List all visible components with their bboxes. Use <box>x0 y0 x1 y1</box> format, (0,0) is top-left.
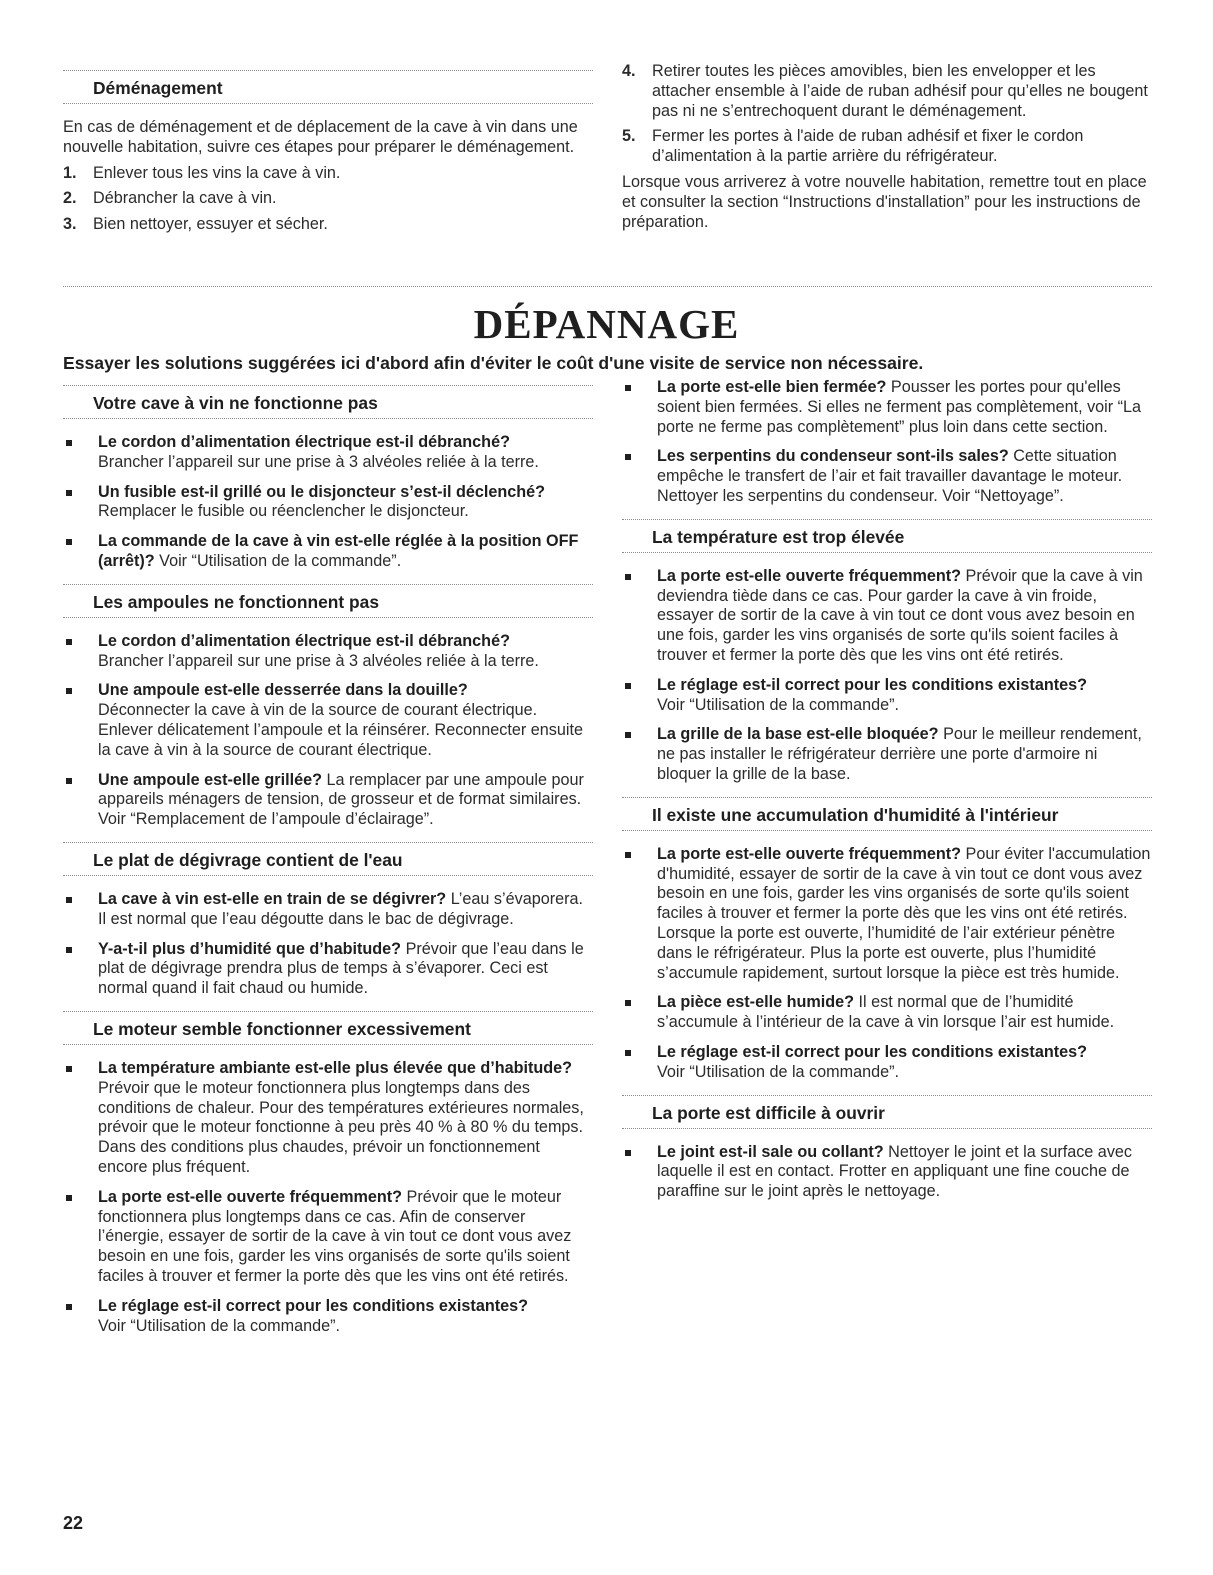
moving-step <box>622 127 1152 167</box>
problem-item <box>622 993 1152 1033</box>
problem-answer: Pour le meilleur rendement, ne pas installer le réfrigérateur derrière une porte d'armoire ni bloquer la grille de la base. <box>657 725 1142 783</box>
problem-item <box>622 567 1152 666</box>
problem-item <box>63 771 593 830</box>
problem-item <box>63 483 593 523</box>
problem-answer: Brancher l’appareil sur une prise à 3 alvéoles reliée à la terre. <box>98 452 539 471</box>
section-door <box>622 1095 1152 1202</box>
problem-answer: Brancher l’appareil sur une prise à 3 alvéoles reliée à la terre. <box>98 651 539 670</box>
section-title: La porte est difficile à ouvrir <box>622 1095 1152 1129</box>
problem-question: La pièce est-elle humide? <box>657 993 855 1012</box>
problem-item <box>622 378 1152 437</box>
section-title: Le moteur semble fonctionner excessivement <box>63 1011 593 1045</box>
problem-item <box>63 1059 593 1178</box>
problem-question: La commande de la cave à vin est-elle réglée à la position OFF (arrêt)? <box>98 532 579 570</box>
section-motor <box>63 1011 593 1336</box>
step-number: 3. <box>63 215 77 234</box>
problem-answer: Voir “Utilisation de la commande”. <box>159 551 402 570</box>
problem-question: Le réglage est-il correct pour les conditions existantes? <box>98 1296 528 1315</box>
problem-question: Un fusible est-il grillé ou le disjoncteur s’est-il déclenché? <box>98 482 546 501</box>
problem-item <box>63 940 593 999</box>
problem-question: Le joint est-il sale ou collant? <box>657 1142 884 1161</box>
problem-list <box>622 378 1152 507</box>
step-number: 1. <box>63 163 77 182</box>
problem-item <box>63 632 593 672</box>
problem-item <box>622 1143 1152 1202</box>
step-text: Bien nettoyer, essuyer et sécher. <box>93 215 328 234</box>
section-bulbs <box>63 584 593 830</box>
section-temperature <box>622 519 1152 785</box>
problem-item <box>63 1188 593 1287</box>
problem-question: La porte est-elle ouverte fréquemment? <box>657 566 962 585</box>
problem-answer: Prévoir que la cave à vin deviendra tiède dans ce cas. Pour garder la cave à vin froide, essayer de sortir de la cave à vin tout ce dont vous avez besoin en une fois, garder les vins organisés de sorte qu'ils soient faciles à trouver et fermer la porte dès que les vins ont été retirés. <box>657 566 1143 664</box>
section-title: La température est trop élevée <box>622 519 1152 553</box>
moving-step <box>63 164 593 184</box>
problem-answer: Voir “Utilisation de la commande”. <box>657 1062 900 1081</box>
problem-item <box>63 890 593 930</box>
problem-item <box>622 845 1152 984</box>
problem-item <box>622 1043 1152 1083</box>
problem-answer: Pour éviter l'accumulation d'humidité, essayer de sortir de la cave à vin tout ce dont vous avez besoin en une fois, garder les vins organisés de sorte qu'ils soient faciles à trouver et fermer la porte dès que les vins ont été retirés. Lorsque la porte est ouverte, l’humidité de l’air extérieur pénètre dans le réfrigérateur. Plus la porte est ouverte, plus l’humidité s’accumule rapidement, surtout lorsque la pièce est très humide. <box>657 844 1151 982</box>
problem-answer: Nettoyer le joint et la surface avec laquelle il est en contact. Frotter en appliquant une fine couche de paraffine sur le joint après le nettoyage. <box>657 1142 1133 1201</box>
moving-step <box>63 215 593 235</box>
moving-outro: Lorsque vous arriverez à votre nouvelle habitation, remettre tout en place et consulter la section “Instructions d'installation” pour les instructions de préparation. <box>622 172 1147 231</box>
problem-item <box>63 681 593 760</box>
page-number: 22 <box>63 1513 84 1533</box>
problem-question: Les serpentins du condenseur sont-ils sales? <box>657 447 1009 466</box>
section-defrost <box>63 842 593 999</box>
step-number: 5. <box>622 127 636 146</box>
problem-answer: Voir “Utilisation de la commande”. <box>98 1316 341 1335</box>
problem-answer: Pousser les portes pour qu'elles soient bien fermées. Si elles ne ferment pas complètement, voir “La porte ne ferme pas complètement” plus loin dans cette section. <box>657 378 1142 436</box>
section-title: Les ampoules ne fonctionnent pas <box>63 584 593 618</box>
moving-section-right <box>622 62 1152 238</box>
problem-item <box>622 676 1152 716</box>
problem-list <box>622 1143 1152 1202</box>
problem-question: Une ampoule est-elle desserrée dans la douille? <box>98 681 468 700</box>
problem-list <box>63 890 593 999</box>
problem-answer: Voir “Utilisation de la commande”. <box>657 695 900 714</box>
problem-question: La grille de la base est-elle bloquée? <box>657 725 939 744</box>
step-text: Enlever tous les vins la cave à vin. <box>93 163 341 182</box>
problem-answer: Cette situation empêche le transfert de l’air et fait travailler davantage le moteur. Nettoyer les serpentins du condenseur. Voir “Nettoyage”. <box>657 447 1123 505</box>
moving-steps-list-continued <box>622 62 1152 167</box>
problem-item <box>63 1297 593 1337</box>
step-text: Retirer toutes les pièces amovibles, bien les envelopper et les attacher ensemble à l’aide de ruban adhésif pour qu’elles ne bougent pas ni ne s’entrechoquent durant le déménagement. <box>652 62 1148 120</box>
problem-question: Le réglage est-il correct pour les conditions existantes? <box>657 1042 1087 1061</box>
moving-title: Déménagement <box>63 70 593 104</box>
problem-list <box>63 433 593 572</box>
moving-intro: En cas de déménagement et de déplacement de la cave à vin dans une nouvelle habitation, suivre ces étapes pour préparer le déménagement. <box>63 118 578 156</box>
section-title: Votre cave à vin ne fonctionne pas <box>63 385 593 419</box>
moving-steps-list <box>63 164 593 235</box>
section-title: Le plat de dégivrage contient de l'eau <box>63 842 593 876</box>
moving-section-left <box>63 70 593 241</box>
problem-answer: Il est normal que de l’humidité s’accumule à l’intérieur de la cave à vin lorsque l’air est humide. <box>657 993 1115 1032</box>
step-text: Débrancher la cave à vin. <box>93 189 277 208</box>
problem-question: La porte est-elle ouverte fréquemment? <box>657 844 962 863</box>
section-motor-continued <box>622 378 1152 507</box>
section-not-working <box>63 385 593 572</box>
page-title: DÉPANNAGE <box>473 301 740 347</box>
problem-list <box>622 845 1152 1083</box>
moving-step <box>63 189 593 209</box>
step-number: 2. <box>63 189 77 208</box>
problem-question: Le cordon d’alimentation électrique est-il débranché? <box>98 433 510 451</box>
moving-step <box>622 62 1152 121</box>
problem-item <box>63 433 593 473</box>
troubleshooting-intro: Essayer les solutions suggérées ici d'abord afin d'éviter le coût d'une visite de service non nécessaire. <box>63 353 924 373</box>
problem-question: La porte est-elle ouverte fréquemment? <box>98 1187 403 1206</box>
problem-answer: L’eau s’évaporera. Il est normal que l’eau dégoutte dans le bac de dégivrage. <box>98 889 583 928</box>
problem-question: Une ampoule est-elle grillée? <box>98 770 322 789</box>
problem-question: Y-a-t-il plus d’humidité que d’habitude? <box>98 939 402 958</box>
problem-answer: Prévoir que le moteur fonctionnera plus longtemps dans ce cas. Afin de conserver l’énergie, essayer de sortir de la cave à vin tout ce dont vous avez besoin en une fois, garder les vins organisés de sorte qu'ils soient faciles à trouver et fermer la porte dès que les vins ont été retirés. <box>98 1187 572 1285</box>
problem-question: La température ambiante est-elle plus élevée que d’habitude? <box>98 1058 573 1077</box>
problem-item <box>622 447 1152 506</box>
problem-answer: Remplacer le fusible ou réenclencher le disjoncteur. <box>98 502 469 521</box>
step-text: Fermer les portes à l'aide de ruban adhésif et fixer le cordon d’alimentation à la partie arrière du réfrigérateur. <box>652 127 1084 166</box>
troubleshooting-left-column <box>63 385 593 1348</box>
problem-answer: La remplacer par une ampoule pour appareils ménagers de tension, de grosseur et de format similaires. Voir “Remplacement de l’ampoule d’éclairage”. <box>98 770 584 829</box>
problem-list <box>622 567 1152 785</box>
problem-question: La cave à vin est-elle en train de se dégivrer? <box>98 889 447 908</box>
problem-question: La porte est-elle bien fermée? <box>657 378 887 396</box>
problem-list <box>63 1059 593 1336</box>
problem-answer: Déconnecter la cave à vin de la source de courant électrique. Enlever délicatement l’ampoule et la réinsérer. Reconnecter ensuite la cave à vin à la source de courant électrique. <box>98 701 583 759</box>
section-divider <box>63 286 1152 287</box>
section-title: Il existe une accumulation d'humidité à l'intérieur <box>622 797 1152 831</box>
problem-item <box>63 532 593 572</box>
step-number: 4. <box>622 62 636 80</box>
problem-answer: Prévoir que le moteur fonctionnera plus longtemps dans des conditions de chaleur. Pour des températures extérieures normales, prévoir que le moteur fonctionne à peu près 40 % à 80 % du temps. Dans des conditions plus chaudes, prévoir un fonctionnement encore plus fréquent. <box>98 1078 584 1176</box>
problem-answer: Prévoir que l’eau dans le plat de dégivrage prendra plus de temps à s’évaporer. Ceci est normal quand il fait chaud ou humide. <box>98 939 584 998</box>
problem-question: Le réglage est-il correct pour les conditions existantes? <box>657 675 1087 694</box>
problem-list <box>63 632 593 830</box>
section-humidity <box>622 797 1152 1083</box>
problem-question: Le cordon d’alimentation électrique est-il débranché? <box>98 631 510 650</box>
troubleshooting-right-column <box>622 378 1152 1214</box>
problem-item <box>622 725 1152 784</box>
